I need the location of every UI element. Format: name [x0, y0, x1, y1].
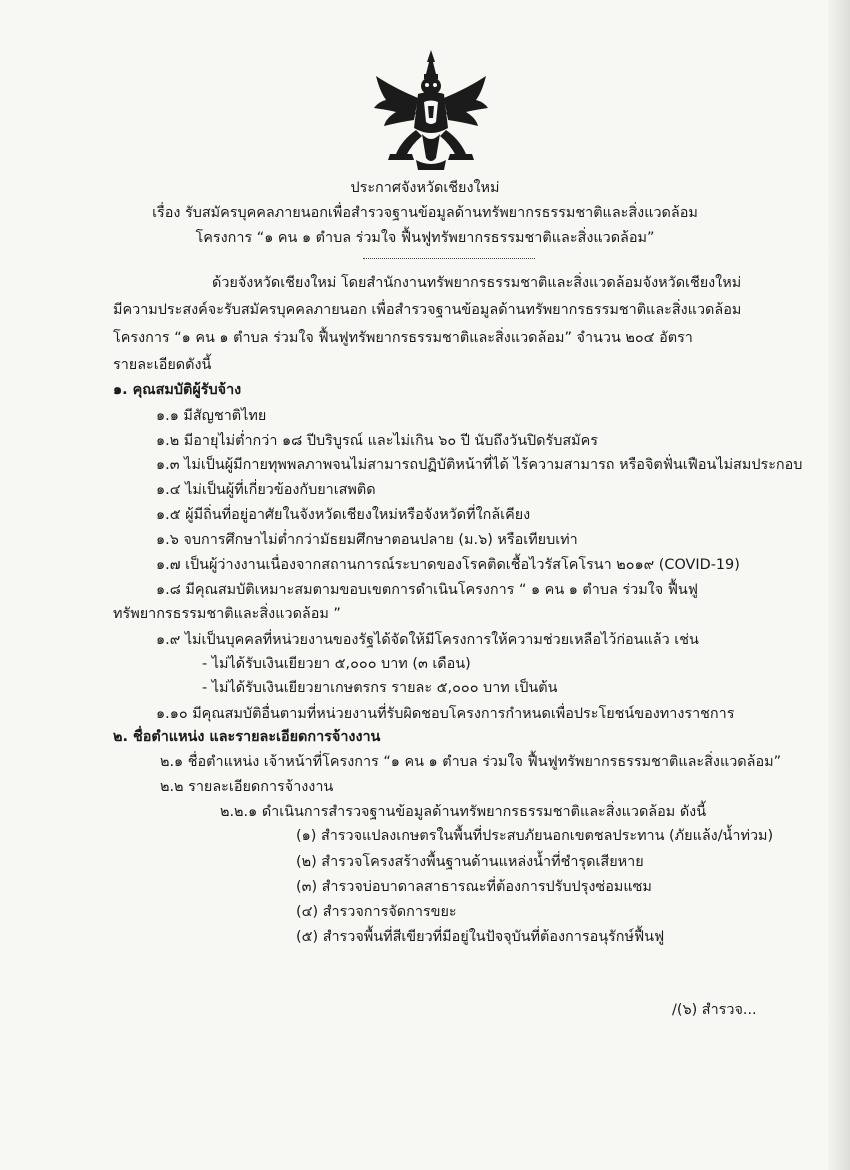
qualification-item: ๑.๒ มีอายุไม่ต่ำกว่า ๑๘ ปีบริบูรณ์ และไม่เกิน ๖๐ ปี นับถึงวันปิดรับสมัคร — [156, 433, 598, 449]
qualification-item: ๑.๔ ไม่เป็นผู้ที่เกี่ยวข้องกับยาเสพติด — [156, 482, 376, 498]
intro-line-1: ด้วยจังหวัดเชียงใหม่ โดยสำนักงานทรัพยากรธรรมชาติและสิ่งแวดล้อมจังหวัดเชียงใหม่ — [212, 275, 742, 291]
survey-task-item: (๔) สำรวจการจัดการขยะ — [296, 904, 457, 920]
section-2-heading: ๒. ชื่อตำแหน่ง และรายละเอียดการจ้างงาน — [113, 729, 381, 745]
qualification-item: ๑.๖ จบการศึกษาไม่ต่ำกว่ามัธยมศึกษาตอนปลาย (ม.๖) หรือเทียบเท่า — [156, 532, 578, 548]
qualification-subitem: - ไม่ได้รับเงินเยียวยา ๕,๐๐๐ บาท (๓ เดือน) — [202, 656, 471, 672]
qualification-item: ๑.๕ ผู้มีถิ่นที่อยู่อาศัยในจังหวัดเชียงใหม่หรือจังหวัดที่ใกล้เคียง — [156, 507, 531, 523]
intro-line-2: มีความประสงค์จะรับสมัครบุคคลภายนอก เพื่อสำรวจฐานข้อมูลด้านทรัพยากรธรรมชาติและสิ่งแวดล้อม — [113, 302, 742, 318]
qualification-item: ๑.๑๐ มีคุณสมบัติอื่นตามที่หน่วยงานที่รับผิดชอบโครงการกำหนดเพื่อประโยชน์ของทางราชการ — [156, 706, 735, 722]
page-edge-shadow — [828, 0, 850, 1170]
qualification-item: ๑.๗ เป็นผู้ว่างงานเนื่องจากสถานการณ์ระบาดของโรคติดเชื้อไวรัสโคโรนา ๒๐๑๙ (COVID-19) — [156, 557, 740, 573]
announcement-subject: เรื่อง รับสมัครบุคคลภายนอกเพื่อสำรวจฐานข้อมูลด้านทรัพยากรธรรมชาติและสิ่งแวดล้อม — [152, 205, 698, 221]
announcement-project: โครงการ “๑ คน ๑ ตำบล ร่วมใจ ฟื้นฟูทรัพยากรธรรมชาติและสิ่งแวดล้อม” — [195, 230, 655, 246]
qualification-item-continued: ทรัพยากรธรรมชาติและสิ่งแวดล้อม ” — [113, 606, 341, 622]
position-name: ๒.๑ ชื่อตำแหน่ง เจ้าหน้าที่โครงการ “๑ คน ๑ ตำบล ร่วมใจ ฟื้นฟูทรัพยากรธรรมชาติและสิ่งแวดล้อม” — [160, 754, 782, 770]
qualification-item: ๑.๓ ไม่เป็นผู้มีกายทุพพลภาพจนไม่สามารถปฏิบัติหน้าที่ได้ ไร้ความสามารถ หรือจิตฟั่นเฟือนไม่สมประกอบ — [156, 457, 803, 473]
survey-task-item: (๓) สำรวจบ่อบาดาลสาธารณะที่ต้องการปรับปรุงซ่อมแซม — [296, 879, 652, 895]
survey-scope-heading: ๒.๒.๑ ดำเนินการสำรวจฐานข้อมูลด้านทรัพยากรธรรมชาติและสิ่งแวดล้อม ดังนี้ — [220, 804, 707, 820]
qualification-item: ๑.๑ มีสัญชาติไทย — [156, 408, 267, 424]
intro-line-4: รายละเอียดดังนี้ — [113, 357, 212, 373]
announcement-title: ประกาศจังหวัดเชียงใหม่ — [350, 180, 500, 196]
intro-line-3: โครงการ “๑ คน ๑ ตำบล ร่วมใจ ฟื้นฟูทรัพยากรธรรมชาติและสิ่งแวดล้อม” จำนวน ๒๐๔ อัตรา — [113, 330, 693, 346]
employment-details-heading: ๒.๒ รายละเอียดการจ้างงาน — [160, 779, 334, 795]
garuda-emblem-icon — [372, 48, 490, 174]
qualification-subitem: - ไม่ได้รับเงินเยียวยาเกษตรกร รายละ ๕,๐๐๐ บาท เป็นต้น — [202, 680, 558, 696]
qualification-item: ๑.๘ มีคุณสมบัติเหมาะสมตามขอบเขตการดำเนินโครงการ “ ๑ คน ๑ ตำบล ร่วมใจ ฟื้นฟู — [156, 582, 698, 598]
qualification-item: ๑.๙ ไม่เป็นบุคคลที่หน่วยงานของรัฐได้จัดให้มีโครงการให้ความช่วยเหลือไว้ก่อนแล้ว เช่น — [156, 632, 699, 648]
page-continuation-note: /(๖) สำรวจ... — [672, 1002, 757, 1018]
section-1-heading: ๑. คุณสมบัติผู้รับจ้าง — [113, 382, 242, 398]
title-separator — [363, 258, 535, 259]
survey-task-item: (๑) สำรวจแปลงเกษตรในพื้นที่ประสบภัยนอกเขตชลประทาน (ภัยแล้ง/น้ำท่วม) — [296, 828, 774, 844]
survey-task-item: (๒) สำรวจโครงสร้างพื้นฐานด้านแหล่งน้ำที่ชำรุดเสียหาย — [296, 854, 644, 870]
survey-task-item: (๕) สำรวจพื้นที่สีเขียวที่มีอยู่ในปัจจุบันที่ต้องการอนุรักษ์ฟื้นฟู — [296, 929, 665, 945]
